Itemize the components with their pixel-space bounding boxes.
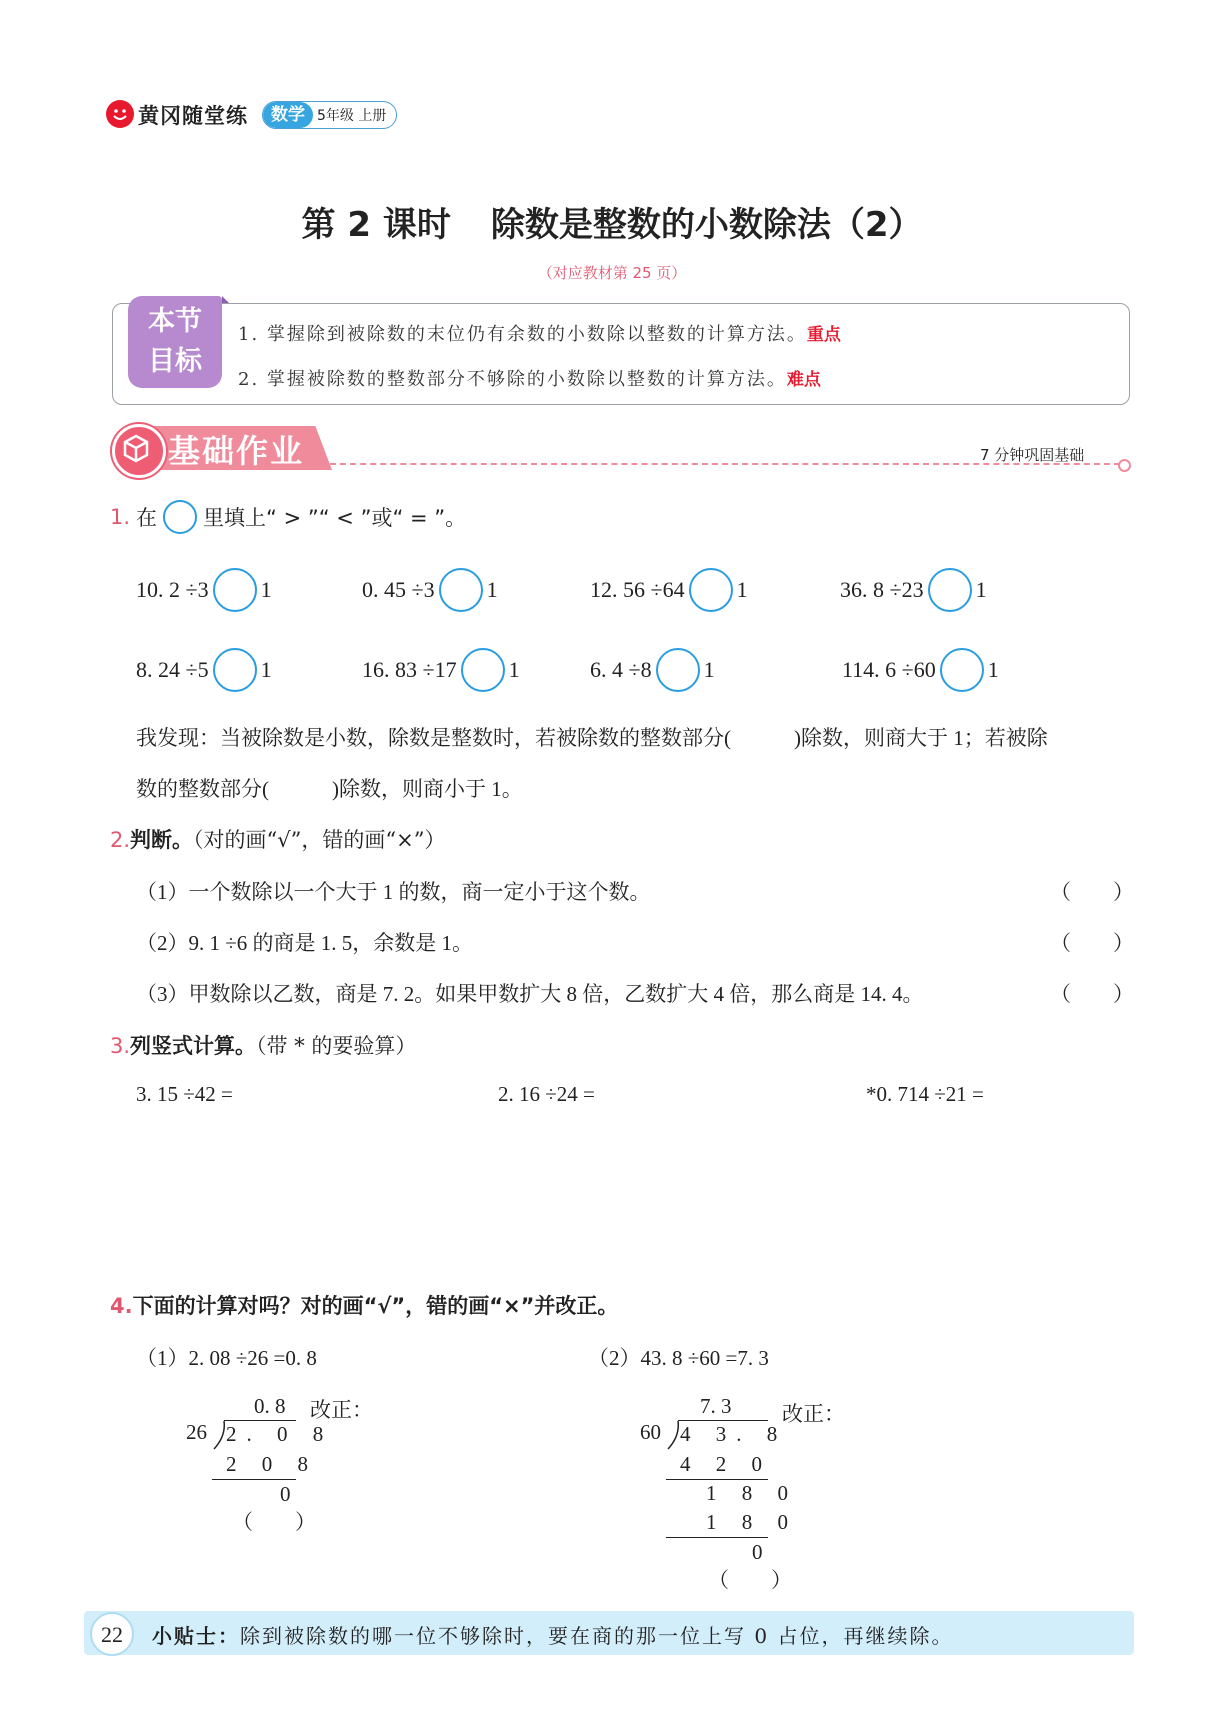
compare-item (362, 648, 520, 692)
cube-icon (112, 424, 166, 478)
answer-circle[interactable] (461, 648, 505, 692)
division-bar (224, 1420, 296, 1421)
division-step: 1 8 0 (706, 1510, 798, 1534)
section-end-dot (1118, 459, 1131, 472)
division-step-line (666, 1537, 768, 1538)
tip-content: 除到被除数的哪一位不够除时，要在商的那一位上写 0 占位，再继续除。 (240, 1624, 954, 1648)
question-2-number: 2. (110, 828, 131, 852)
subject-label: 数学 (263, 102, 313, 128)
compare-item (136, 568, 272, 612)
division-bracket (666, 1420, 680, 1450)
answer-circle[interactable] (928, 568, 972, 612)
answer-circle[interactable] (656, 648, 700, 692)
objective-text-1: 1. 掌握除到被除数的末位仍有余数的小数除以整数的计算方法。 (238, 324, 807, 345)
discovery-line-2: 数的整数部分( )除数，则商小于 1。 (136, 777, 523, 801)
division-dividend: 2. 0 8 (226, 1422, 334, 1446)
compare-rhs: 1 (486, 577, 498, 602)
question-1-number: 1. (110, 505, 131, 529)
section-time-note: 7 分钟巩固基础 (980, 446, 1085, 464)
question-4-number: 4. (110, 1294, 133, 1318)
key-point-tag: 重点 (806, 325, 841, 345)
judge-blank-1[interactable]: （ ） (1050, 880, 1134, 904)
answer-circle[interactable] (213, 648, 257, 692)
question-1-prompt (110, 500, 466, 534)
vertical-calc-item-2: 2. 16 ÷24 = (498, 1082, 595, 1106)
grade-label: 5年级 上册 (317, 108, 387, 124)
tip-text (152, 1620, 953, 1649)
correction-label-2: 改正： (782, 1402, 845, 1426)
objectives-tag-line1: 本节 (148, 306, 202, 337)
vertical-calc-item-3: *0. 714 ÷21 = (866, 1082, 984, 1106)
compare-item (842, 648, 999, 692)
compare-rhs: 1 (736, 577, 748, 602)
question-3-prompt (110, 1030, 416, 1060)
correction-label-1: 改正： (310, 1398, 373, 1422)
division-quotient: 0. 8 (254, 1394, 286, 1418)
division-quotient: 7. 3 (700, 1394, 732, 1418)
compare-expression: 0. 45 ÷3 (362, 577, 435, 602)
difficult-point-tag: 难点 (786, 370, 821, 390)
division-step-line (666, 1479, 768, 1480)
objective-item-2 (238, 365, 821, 391)
division-divisor: 26 (186, 1420, 207, 1444)
compare-item (362, 568, 498, 612)
compare-expression: 16. 83 ÷17 (362, 657, 457, 682)
objectives-tag-line2: 目标 (148, 346, 202, 377)
compare-item (136, 648, 272, 692)
compare-rhs: 1 (703, 657, 715, 682)
judge-blank-3[interactable]: （ ） (1050, 982, 1134, 1006)
division-bar (678, 1420, 768, 1421)
judge-item-2: （2）9. 1 ÷6 的商是 1. 5，余数是 1。 (136, 931, 474, 955)
lesson-number: 第 2 课时 (301, 205, 451, 245)
compare-expression: 36. 8 ÷23 (840, 577, 924, 602)
check-blank-1[interactable]: （ ） (232, 1510, 316, 1534)
answer-circle[interactable] (940, 648, 984, 692)
answer-circle-example (163, 500, 197, 534)
division-step: 2 0 8 (226, 1452, 318, 1476)
compare-item (590, 648, 715, 692)
division-step: 1 8 0 (706, 1481, 798, 1505)
division-remainder: 0 (752, 1540, 763, 1564)
question-1-text-pre: 在 (136, 506, 158, 530)
compare-rhs: 1 (975, 577, 987, 602)
division-divisor: 60 (640, 1420, 661, 1444)
check-item-1-label: （1）2. 08 ÷26 =0. 8 (136, 1346, 317, 1370)
subject-pill (262, 101, 397, 129)
brand-name: 黄冈随堂练 (138, 104, 248, 128)
judge-item-3: （3）甲数除以乙数，商是 7. 2。如果甲数扩大 8 倍，乙数扩大 4 倍，那么商是 14. 4。 (136, 982, 924, 1006)
objectives-tag (128, 296, 222, 388)
judge-item-1: （1）一个数除以一个大于 1 的数，商一定小于这个数。 (136, 880, 651, 904)
vertical-calc-item-1: 3. 15 ÷42 = (136, 1082, 233, 1106)
compare-item (840, 568, 987, 612)
question-2-hint: （对的画“√”，错的画“×”） (193, 828, 446, 852)
answer-circle[interactable] (213, 568, 257, 612)
objective-item-1 (238, 320, 841, 346)
compare-expression: 8. 24 ÷5 (136, 657, 209, 682)
check-blank-2[interactable]: （ ） (708, 1568, 792, 1592)
compare-rhs: 1 (987, 657, 999, 682)
question-1-text-post: 里填上“ > ”“ < ”或“ = ”。 (203, 506, 467, 530)
question-4-prompt (110, 1290, 618, 1320)
compare-rhs: 1 (508, 657, 520, 682)
division-dividend: 4 3. 8 (680, 1422, 788, 1446)
objective-text-2: 2. 掌握被除数的整数部分不够除的小数除以整数的计算方法。 (238, 369, 787, 390)
page-title (0, 197, 1224, 246)
compare-item (590, 568, 748, 612)
answer-circle[interactable] (439, 568, 483, 612)
question-3-title: 列竖式计算。 (130, 1034, 257, 1058)
question-2-title: 判断。 (130, 828, 194, 852)
section-title: 基础作业 (168, 432, 305, 470)
tip-label: 小贴士： (152, 1624, 240, 1648)
answer-circle[interactable] (689, 568, 733, 612)
compare-expression: 10. 2 ÷3 (136, 577, 209, 602)
division-remainder: 0 (280, 1482, 291, 1506)
compare-expression: 6. 4 ÷8 (590, 657, 652, 682)
question-3-number: 3. (110, 1034, 131, 1058)
lesson-topic: 除数是整数的小数除法（2） (490, 205, 923, 245)
compare-rhs: 1 (260, 657, 272, 682)
compare-expression: 114. 6 ÷60 (842, 657, 936, 682)
compare-expression: 12. 56 ÷64 (590, 577, 685, 602)
question-2-prompt (110, 824, 445, 854)
page-number: 22 (90, 1612, 134, 1656)
check-item-2-label: （2）43. 8 ÷60 =7. 3 (588, 1346, 769, 1370)
judge-blank-2[interactable]: （ ） (1050, 931, 1134, 955)
division-step: 4 2 0 (680, 1452, 772, 1476)
question-4-title: 下面的计算对吗？对的画“√”，错的画“×”并改正。 (132, 1294, 619, 1318)
textbook-reference: （对应教材第 25 页） (537, 264, 687, 282)
question-3-hint: （带 * 的要验算） (256, 1034, 417, 1058)
brand-logo-icon (106, 100, 134, 128)
division-bracket (212, 1420, 226, 1450)
division-step-line (212, 1479, 296, 1480)
discovery-line-1: 我发现：当被除数是小数，除数是整数时，若被除数的整数部分( )除数，则商大于 1；若被除 (136, 726, 1048, 750)
compare-rhs: 1 (260, 577, 272, 602)
